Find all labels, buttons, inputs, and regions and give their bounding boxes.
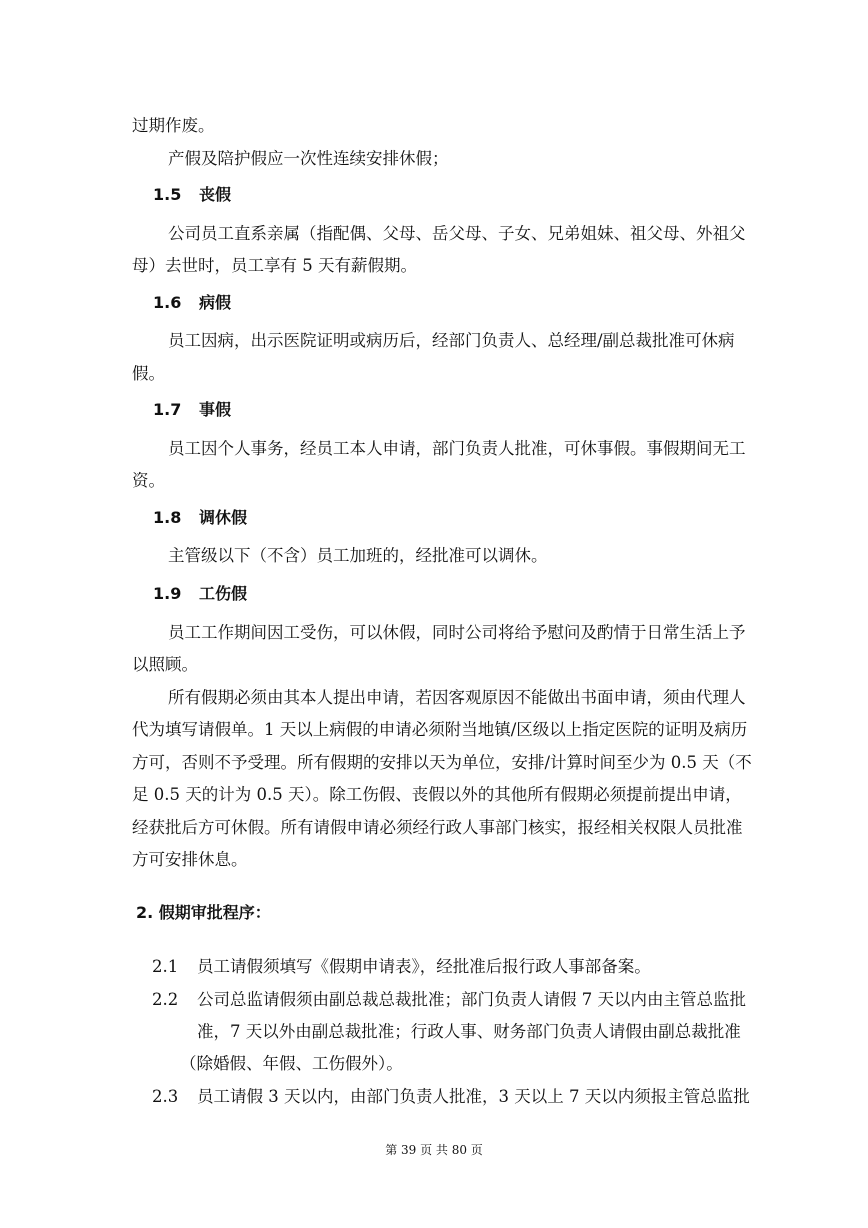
paragraph-line: 母）去世时，员工享有 5 天有薪假期。 [132, 256, 417, 275]
paragraph-line: 员工因个人事务，经员工本人申请，部门负责人批准，可休事假。事假期间无工 [168, 439, 746, 458]
item-number: 2.3 [152, 1087, 179, 1106]
paragraph-line: 方可，否则不予受理。所有假期的安排以天为单位，安排/计算时间至少为 0.5 天（不 [132, 753, 752, 772]
section-number: 1.6 [153, 293, 182, 312]
paragraph-line: 以照顾。 [132, 655, 198, 674]
section-title: 工伤假 [199, 584, 248, 603]
section-number: 1.8 [153, 508, 182, 527]
paragraph-line: 公司员工直系亲属（指配偶、父母、岳父母、子女、兄弟姐妹、祖父母、外祖父 [168, 224, 746, 243]
paragraph-line: （除婚假、年假、工伤假外）。 [180, 1054, 403, 1073]
section-heading-1-9 [153, 584, 247, 604]
section-heading-1-5 [153, 185, 231, 205]
item-text: 员工请假 3 天以内，由部门负责人批准，3 天以上 7 天以内须报主管总监批 [197, 1087, 750, 1106]
paragraph-line: 过期作废。 [132, 116, 215, 135]
section-title: 调休假 [199, 508, 248, 527]
paragraph-line: 员工因病，出示医院证明或病历后，经部门负责人、总经理/副总裁批准可休病 [168, 331, 735, 350]
section-title: 事假 [199, 400, 232, 419]
item-number: 2.2 [152, 990, 179, 1009]
section-heading-1-8 [153, 508, 247, 528]
paragraph-line: 代为填写请假单。1 天以上病假的申请必须附当地镇/区级以上指定医院的证明及病历 [132, 720, 748, 739]
list-item [152, 990, 746, 1010]
paragraph-line: 足 0.5 天的计为 0.5 天）。除工伤假、丧假以外的其他所有假期必须提前提出申请， [132, 785, 742, 804]
item-text: 公司总监请假须由副总裁总裁批准；部门负责人请假 7 天以内由主管总监批 [197, 990, 746, 1009]
item-number: 2.1 [152, 957, 179, 976]
item-text: 员工请假须填写《假期申请表》，经批准后报行政人事部备案。 [197, 957, 651, 976]
section-title: 病假 [199, 293, 232, 312]
paragraph-line: 产假及陪护假应一次性连续安排休假； [168, 149, 449, 168]
paragraph-line: 所有假期必须由其本人提出申请，若因客观原因不能做出书面申请，须由代理人 [168, 688, 746, 707]
section-number: 1.7 [153, 400, 182, 419]
paragraph-line: 假。 [132, 364, 165, 383]
list-item [152, 1087, 750, 1107]
paragraph-line: 经获批后方可休假。所有请假申请必须经行政人事部门核实，报经相关权限人员批准 [132, 818, 743, 837]
section-heading-1-7 [153, 400, 231, 420]
section-number: 1.5 [153, 185, 182, 204]
section-heading-2: 2. 假期审批程序： [136, 903, 271, 922]
page-footer: 第 39 页 共 80 页 [385, 1143, 483, 1157]
list-item [152, 957, 651, 977]
paragraph-line: 主管级以下（不含）员工加班的，经批准可以调休。 [168, 546, 548, 565]
section-number: 1.9 [153, 584, 182, 603]
section-heading-1-6 [153, 293, 231, 313]
paragraph-line: 资。 [132, 471, 165, 490]
paragraph-line: 准，7 天以外由副总裁批准；行政人事、财务部门负责人请假由副总裁批准 [197, 1022, 741, 1041]
paragraph-line: 员工工作期间因工受伤，可以休假，同时公司将给予慰问及酌情于日常生活上予 [168, 623, 746, 642]
section-title: 丧假 [199, 185, 232, 204]
paragraph-line: 方可安排休息。 [132, 850, 248, 869]
